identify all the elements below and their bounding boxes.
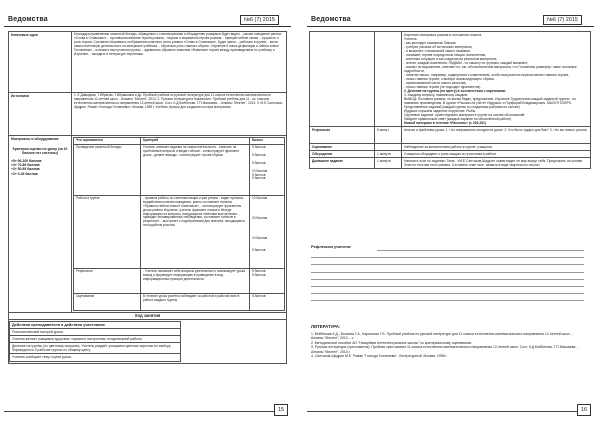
page-header — [4, 6, 291, 28]
score: 5 баллов — [252, 272, 266, 277]
score: 10 баллов — [252, 195, 268, 200]
page-header — [307, 6, 594, 28]
content-line: - понятие смысл, например, подвергался с изменением, особо выпускается перечислению главных героев, — [404, 73, 570, 77]
score: 20 баллов — [252, 215, 268, 220]
row-label: Рефлексия — [310, 127, 375, 144]
row-label: Источники — [9, 93, 72, 136]
content-line: Найдите правильный ответ (каждый заранее по объяснённой работе). — [404, 117, 513, 121]
criteria-row — [74, 293, 285, 310]
criteria-label: Критерии оценки по уроку (за 10 баллов нет системы) — [12, 147, 68, 156]
lesson-plan-table — [8, 31, 287, 364]
footer-rule — [307, 411, 578, 412]
row-label: Ключевые идеи — [9, 32, 72, 93]
page-number: 16 — [577, 404, 591, 416]
activity-line: Учитель желает учащимся здоровья, хорошего настроения, плодотворной работы. — [10, 336, 181, 343]
row-text: Благодаря применению сюжетной беседы, обращению к стихотворениям и обсуждению учащимся будет видно: - каково поведение ранних «Слова в Словниках», - противопоставление героев романа, - мораль и выражения героев романа, - принцип гибели семьи, - сущность и роль героев. Составлен Ширяева в отображении конечного итога романа «Слово в Словниках», Будет уметь: - работать в группе, - вести самостоятельную деятельность на материале учебника, - обучаться роль главного образа - Изучение и поиск дефиниции и гибели семьи Головлевых, - изложить выступления группы, - адекватить образное значения «Фамилии» героев между произведением по учебнику и Изучение, - находить в литературе персонажа. — [72, 32, 287, 93]
content-line: - значит, каждый изменения, ПМДШМ - по смыслу по группам, каждый выявляет, — [404, 61, 529, 65]
row-text: 1. Е.Давыдова, Т.Ибрагим, Т.Ибрашовна и др. Пробный учебник по русской литературе для 11 класса естественно-математического направления 12-летней школ. - Алматы "Мектеп", 2013. 2. Русская литература в Казахстане. Пробный учебник для 11 - кл. классов естественно-математического направления 12-летней школ. Сост. К.Д.Бейбитова, Т.П.Маскаева. - Алматы "Мектеп", 2013. 3. М.Е.Салтыков-Щедрин. Роман «Господа Головлевы». Москва, 1998 г. Учебник, Краски для создания постера материалы. — [72, 93, 287, 136]
lesson-continuation-table — [309, 31, 591, 169]
criteria-text: - провела работы по систематизации и уже узнано - видит причины воздействия понятия поведения, умело составляет понятия «Правила гибели семьи Головлевых», - иллюстрирует фрагменты урока раннее Изучение, учитель фрагмент показа в беседе информацию на вопросы, находящиеся ответами выступления, - приводит мотивированные наблюдения, составляет понятие в результате, - выступает с подобранными для анализа, находящиеся на подобном участии. — [141, 195, 250, 268]
activity-table — [9, 321, 181, 362]
table-row — [9, 312, 287, 319]
score: 5 баллов — [252, 160, 266, 165]
row-text: Учащиеся обсуждают о роли каждого из участника в работе. — [402, 151, 591, 158]
content-line: Новый материал в течение «Расскать» (с 205-261) — [404, 121, 486, 125]
score: 5 баллов — [252, 144, 266, 149]
criteria-scale-item: «5» 90-100 баллов — [11, 159, 42, 164]
criteria-scale-item: «4» 70-89 баллов — [11, 163, 40, 168]
content-line: 3. Каждому вопросу, названному каждым. — [404, 93, 469, 97]
row-time: 5 минут — [375, 127, 402, 144]
literature-item: 4. Салтыков-Щедрин М.Е. Роман "Господа Головлевы". Литературный, Москва. 1998 г. — [311, 354, 448, 359]
table-row — [310, 151, 591, 158]
criteria-what: Оценивание — [74, 293, 141, 310]
issue-number: №6 (7) 2015 — [240, 15, 279, 25]
content-line: - поиск главных героев, о выборе анализирующего образа, — [404, 77, 495, 81]
col-header: Критерий — [141, 138, 250, 145]
criteria-row — [74, 268, 285, 293]
right-page: Ведомства №6 (7) 2015 Изучение материала романа в отношении сюжета. Учитель: - как выглядит названная Павлом - требуют рассказ об источниках материала, - и выясняет, о возможной смысл названия, - понимает, героев посредством лекции, выполнения, - конечная ситуация и как создания на реальном материале, - значит, каждый изменения, ПМДШМ - по смыслу по группам, каждый выявляет, - анализ по выражению, отвечает по, ию, ибо выполнения материала, что Головлевы развернут такие основные подробности, - понятие смысл, например, подвергался с изменением, особо выпускается перечислению главных героев, - поиск главных героев, о выборе анализирующего образа, - приписываемой части нового качества, - поиск главных героев (не подходит фрагментов) 2. Деление на группы (по цвету) в соответствии с картинками 3. Каждому вопросу, названному каждым. ВЫВОД: Половина романа, но всеми бедах, предложение. Изучение Трудностями каждой заданной группы - по названию произведения. В одном «Рассказ на учёте» Иудушка, и Порфирий Владимирович. МАСЕЯ ОЧЕРК. Представление заданий (каждой группы по созданным рабочим на основе) Иудушке слушаем заданное поручение. Рыбы. Групповое задание: ориентировать материал в группе на основе обоснований Найдите правильный ответ (каждый заранее по объяснённой работе). Новый материал в течение «Расскать» (с 205-261) Рефлексия 5 минут Анализ и проблемы урока. 1. Что понравилось сегодня на уроке. 2. Что было трудно для Вас? 3. Что вы нового узнали. Оценивание Наблюдение за выполнением работы в группе, учащихся. Обсуждение 1 минута Учащиеся обсуждают о роли каждого из участника в работе. Домашнее задание 1 минута Написать эссе по заданию: Тема - «М.Е.Салтыков-Щедрин: каким видел он мир вокруг себя. Предложить на основе Этап по текстам этого романа. Составить план эссе, назвать в виде творческого опыта». Рефлексия учителя: ЛИТЕРАТУРА: 1. Бейбитова К.Д., Волкова Т.А., Каринская Т.Б. Пробный учебник по русской литературе для 11 класса естественно-математического направления 12-летней школ. - Алматы "Мектеп", 2013. - с. 2. Методическое пособие АО "Назарбаев интеллектуальные школы" по критериальному оцениванию. 3. Русская литература (хрестоматия). Пробная хрестоматия 11 класса естественно-математического направления 12-летней школ. Сост. К.Д.Бейбитова, Т.П.Маскаева. - Алматы "Мектеп", 2013 г. 4. Салтыков-Щедрин М.Е. Роман "Господа Головлевы". Литературный, Москва. 1998 г. 16 — [307, 6, 594, 416]
materials-label: Материалы и оборудование — [11, 137, 59, 141]
col-header: Что оценивается — [74, 138, 141, 145]
activity-line: Деление на группы (по цветному спиралю). Учитель раздаёт учащимся цветные карточки по выбору. Формируются 3 рабочие группы по общему цвету. — [10, 343, 181, 354]
criteria-what: Проведение сюжетной беседы — [74, 144, 141, 195]
content-line: ВЫВОД: Половина романа, но всеми бедах, предложение. Изучение Трудностями каждой заданной группы - по названию произведения. В одном «Рассказ на учёте» Иудушка, и Порфирий Владимирович. МАСЕЯ ОЧЕРК. — [404, 97, 576, 105]
header-rule — [4, 26, 291, 27]
content-line: Групповое задание: ориентировать материал в группе на основе обоснований — [404, 113, 525, 117]
progress-title: Ход занятия — [9, 312, 287, 319]
content-line: - анализ по выражению, отвечает по, ию, ибо выполнения материала, что Головлевы развернут такие основные подробности, — [404, 65, 577, 73]
row-text: Написать эссе по заданию: Тема - «М.Е.Салтыков-Щедрин: каким видел он мир вокруг себя. Предложить на основе Этап по текстам этого романа. Составить план эссе, назвать в виде творческого опыта». — [402, 158, 591, 169]
table-row — [9, 320, 287, 364]
row-text: Анализ и проблемы урока. 1. Что понравилось сегодня на уроке. 2. Что было трудно для Вас? 3. Что вы нового узнали. — [402, 127, 591, 144]
score: 5 баллов — [252, 176, 266, 181]
content-line: - и выясняет, о возможной смысл названия, — [404, 49, 471, 53]
criteria-table — [73, 137, 285, 311]
score: 5 баллов — [252, 172, 266, 177]
criteria-scale-item: «2» 0-49 баллов — [11, 171, 38, 176]
criteria-what: Рефлексия — [74, 268, 141, 293]
row-text: Наблюдение за выполнением работы в группе, учащихся. — [402, 144, 591, 151]
content-cell — [402, 32, 591, 127]
content-line: - поиск главных героев (не подходит фрагментов) — [404, 85, 481, 89]
content-line: Иудушке слушаем заданное поручение. Рыбы. — [404, 109, 477, 113]
content-line: Изучение материала романа в отношении сюжета. — [404, 33, 483, 37]
criteria-header-row — [74, 138, 285, 145]
journal-title: Ведомства — [8, 16, 48, 23]
row-time — [375, 144, 402, 151]
criteria-row — [74, 195, 285, 268]
content-line: - понимает, героев посредством лекции, выполнения, — [404, 53, 487, 57]
literature-list — [311, 332, 580, 359]
activity-line: Психологический настрой урока. — [10, 329, 181, 336]
criteria-text: - Учитель назначает себе вопросы деятельности, анализирует урока вывод и формирует информацию в приведение в вид. информационных принцип деятельности — [141, 268, 250, 293]
score: 10 баллов — [252, 235, 268, 240]
criteria-text: Учитель отвечает задания на самостоятельность - отвечать на проблемные вопросы и вводит объясн - иллюстрирует фрагмент урока - делает выводы - иллюстрирует героев образа. — [141, 144, 250, 195]
table-row — [310, 158, 591, 169]
score: 5 баллов — [252, 268, 266, 273]
table-row — [310, 32, 591, 127]
row-label: Домашнее задание — [310, 158, 375, 169]
literature-item: 2. Методическое пособие АО "Назарбаев интеллектуальные школы" по критериальному оцениванию. — [311, 340, 473, 345]
col-header: Баллы — [250, 138, 285, 145]
table-row — [9, 93, 287, 136]
row-label: Обсуждение — [310, 151, 375, 158]
table-row — [310, 144, 591, 151]
content-line: - конечная ситуация и как создания на реальном материале, — [404, 57, 498, 61]
table-row — [9, 136, 287, 313]
content-line: - приписываемой части нового качества, — [404, 81, 467, 85]
issue-number: №6 (7) 2015 — [543, 15, 582, 25]
page-number: 15 — [274, 404, 288, 416]
row-time: 1 минута — [375, 158, 402, 169]
content-line: - как выглядит названная Павлом — [404, 41, 456, 45]
score: 5 баллов — [252, 293, 266, 298]
reflection-label: Рефлексия учителя — [311, 244, 351, 249]
left-page — [4, 6, 291, 416]
criteria-row — [74, 144, 285, 195]
literature-item: 3. Русская литература (хрестоматия). Пробная хрестоматия 11 класса естественно-математического направления 12-летней школ. Сост. К.Д.Бейбитова, Т.П.Маскаева. - Алматы "Мектеп", 2013 г. — [311, 345, 579, 354]
footer-rule — [4, 411, 275, 412]
table-row — [9, 32, 287, 93]
content-line: 2. Деление на группы (по цвету) в соответствии с картинками — [404, 89, 506, 93]
criteria-text: В течение урока учитель наблюдает за работой и работой всех в работе каждого группы — [141, 293, 250, 310]
table-row — [310, 127, 591, 144]
journal-title: Ведомства — [311, 16, 351, 23]
content-line: Учитель: — [404, 37, 418, 41]
header-rule — [307, 26, 594, 27]
row-label: Оценивание — [310, 144, 375, 151]
activity-title: Действия преподавателя и действия участников — [10, 322, 181, 329]
literature-title: ЛИТЕРАТУРА: — [311, 324, 341, 329]
score: 10 баллов — [252, 168, 268, 173]
criteria-what: Работа в группе — [74, 195, 141, 268]
reflection-lines — [311, 251, 584, 301]
content-line: - требуют рассказ об источниках материала, — [404, 45, 473, 49]
activity-line: Учитель сообщает тему и цели урока. — [10, 354, 181, 361]
row-time: 1 минута — [375, 151, 402, 158]
content-line: Представление заданий (каждой группы по созданным рабочим на основе) — [404, 105, 520, 109]
criteria-scale-item: «3» 50-69 баллов — [11, 167, 40, 172]
literature-item: 1. Бейбитова К.Д., Волкова Т.А., Каринская Т.Б. Пробный учебник по русской литературе для 11 класса естественно-математического направления 12-летней школ. - Алматы "Мектеп", 2013. - с. — [311, 332, 573, 341]
score: 5 баллов — [252, 247, 266, 252]
score: 5 баллов — [252, 152, 266, 157]
